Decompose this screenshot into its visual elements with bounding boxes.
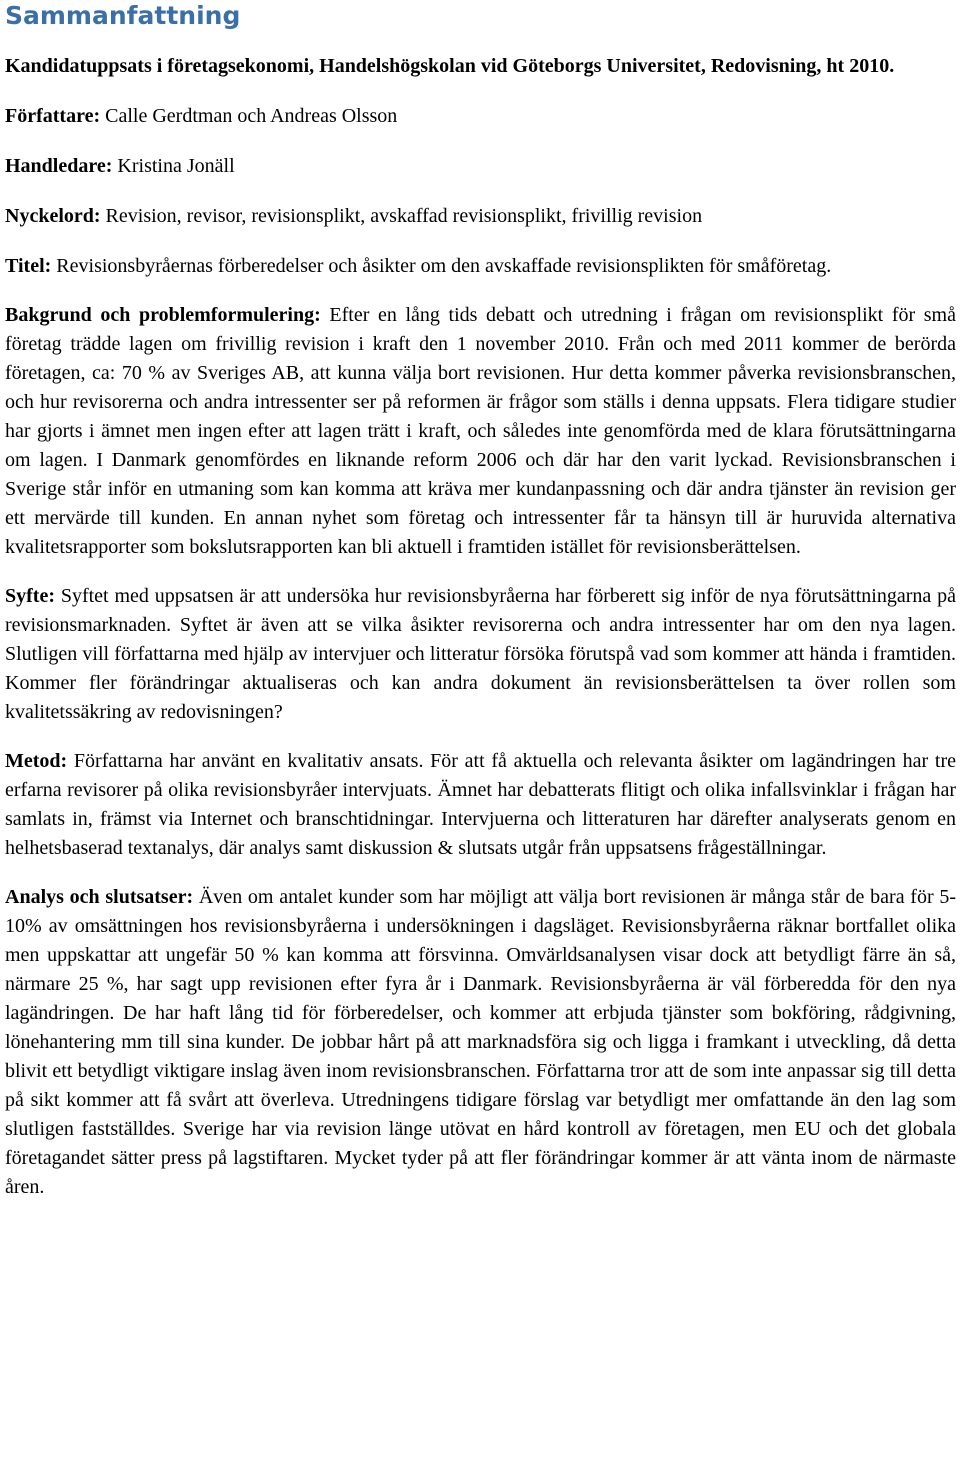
keywords-label: Nyckelord:: [5, 205, 101, 227]
keywords-text: Revision, revisor, revisionsplikt, avskaffad revisionsplikt, frivillig revision: [100, 205, 703, 227]
keywords-paragraph: [5, 202, 956, 231]
page-title: Sammanfattning: [5, 1, 241, 30]
title-text: Revisionsbyråernas förberedelser och åsikter om den avskaffade revisionsplikten för småföretag.: [51, 255, 832, 277]
author-text: Calle Gerdtman och Andreas Olsson: [100, 105, 398, 127]
title-paragraph: [5, 252, 956, 281]
purpose-paragraph: [5, 582, 956, 727]
purpose-label: Syfte:: [5, 585, 55, 607]
thesis-info: Kandidatuppsats i företagsekonomi, Handelshögskolan vid Göteborgs Universitet, Redovisning, ht 2010.: [5, 55, 895, 77]
analysis-label: Analys och slutsatser:: [5, 886, 194, 908]
method-paragraph: [5, 747, 956, 863]
method-text: Författarna har använt en kvalitativ ansats. För att få aktuella och relevanta åsikter om lagändringen har tre erfarna revisorer på olika revisionsbyråer intervjuats. Ämnet har debatterats flitigt och olika infallsvinklar i frågan har samlats in, främst via Internet och branschtidningar. Intervjuerna och litteraturen har därefter analyserats genom en helhetsbaserad textanalys, där analys samt diskussion & slutsats utgår från uppsatsens frågeställningar.: [5, 750, 956, 859]
analysis-text: Även om antalet kunder som har möjligt att välja bort revisionen är många står de bara för 5-10% av omsättningen hos revisionsbyråerna i undersökningen i dagsläget. Revisionsbyråerna räknar bortfallet olika men uppskattar att ungefär 50 % kan komma att försvinna. Omvärldsanalysen visar dock att betydligt färre än så, närmare 25 %, har sagt upp revisionen efter fyra år i Danmark. Revisionsbyråerna är väl förberedda för den nya lagändringen. De har haft lång tid för förberedelser, och kommer att erbjuda tjänster som bokföring, rådgivning, lönehantering mm till sina kunder. De jobbar hårt på att marknadsföra sig och ligga i framkant i utveckling, då detta blivit ett betydligt viktigare inslag även inom revisionsbranschen. Författarna tror att de som inte anpassar sig till detta på sikt kommer att få svårt att överleva. Utredningens tidigare förslag var betydligt mer omfattande än den lag som slutligen fastställdes. Sverige har via revision länge utövat en hård kontroll av företagen, men EU och det globala företagandet sätter press på lagstiftaren. Mycket tyder på att fler förändringar kommer är att vänta inom de närmaste åren.: [5, 886, 957, 1198]
method-label: Metod:: [5, 750, 68, 772]
analysis-paragraph: [5, 883, 956, 1202]
author-paragraph: [5, 102, 956, 131]
supervisor-text: Kristina Jonäll: [112, 155, 235, 177]
supervisor-label: Handledare:: [5, 155, 113, 177]
title-label: Titel:: [5, 255, 52, 277]
background-paragraph: [5, 301, 956, 562]
supervisor-paragraph: [5, 152, 956, 181]
background-text: Efter en lång tids debatt och utredning i frågan om revisionsplikt för små företag trädde lagen om frivillig revision i kraft den 1 november 2010. Från och med 2011 kommer de berörda företagen, ca: 70 % av Sveriges AB, att kunna välja bort revisionen. Hur detta kommer påverka revisionsbranschen, och hur revisorerna och andra intressenter ser på reformen är frågor som ställs i denna uppsats. Flera tidigare studier har gjorts i ämnet men ingen efter att lagen trätt i kraft, och således inte genomförda med de klara förutsättningarna om lagen. I Danmark genomfördes en liknande reform 2006 och där har den varit lyckad. Revisionsbranschen i Sverige står inför en utmaning som kan komma att kräva mer kundanpassning och där andra tjänster än revision ger ett mervärde till kunden. En annan nyhet som företag och intressenter får ta hänsyn till är huruvida alternativa kvalitetsrapporter som bokslutsrapporten kan bli aktuell i framtiden istället för revisionsberättelsen.: [5, 304, 956, 558]
document-page: [5, 0, 956, 1202]
purpose-text: Syftet med uppsatsen är att undersöka hur revisionsbyråerna har förberett sig inför de nya förutsättningarna på revisionsmarknaden. Syftet är även att se vilka åsikter revisorerna och andra intressenter har om den nya lagen. Slutligen vill författarna med hjälp av intervjuer och litteratur försöka förutspå vad som kommer att hända i framtiden. Kommer fler förändringar aktualiseras och kan andra dokument än revisionsberättelsen ta över rollen som kvalitetssäkring av redovisningen?: [5, 585, 956, 723]
author-label: Författare:: [5, 105, 101, 127]
background-label: Bakgrund och problemformulering:: [5, 304, 321, 326]
